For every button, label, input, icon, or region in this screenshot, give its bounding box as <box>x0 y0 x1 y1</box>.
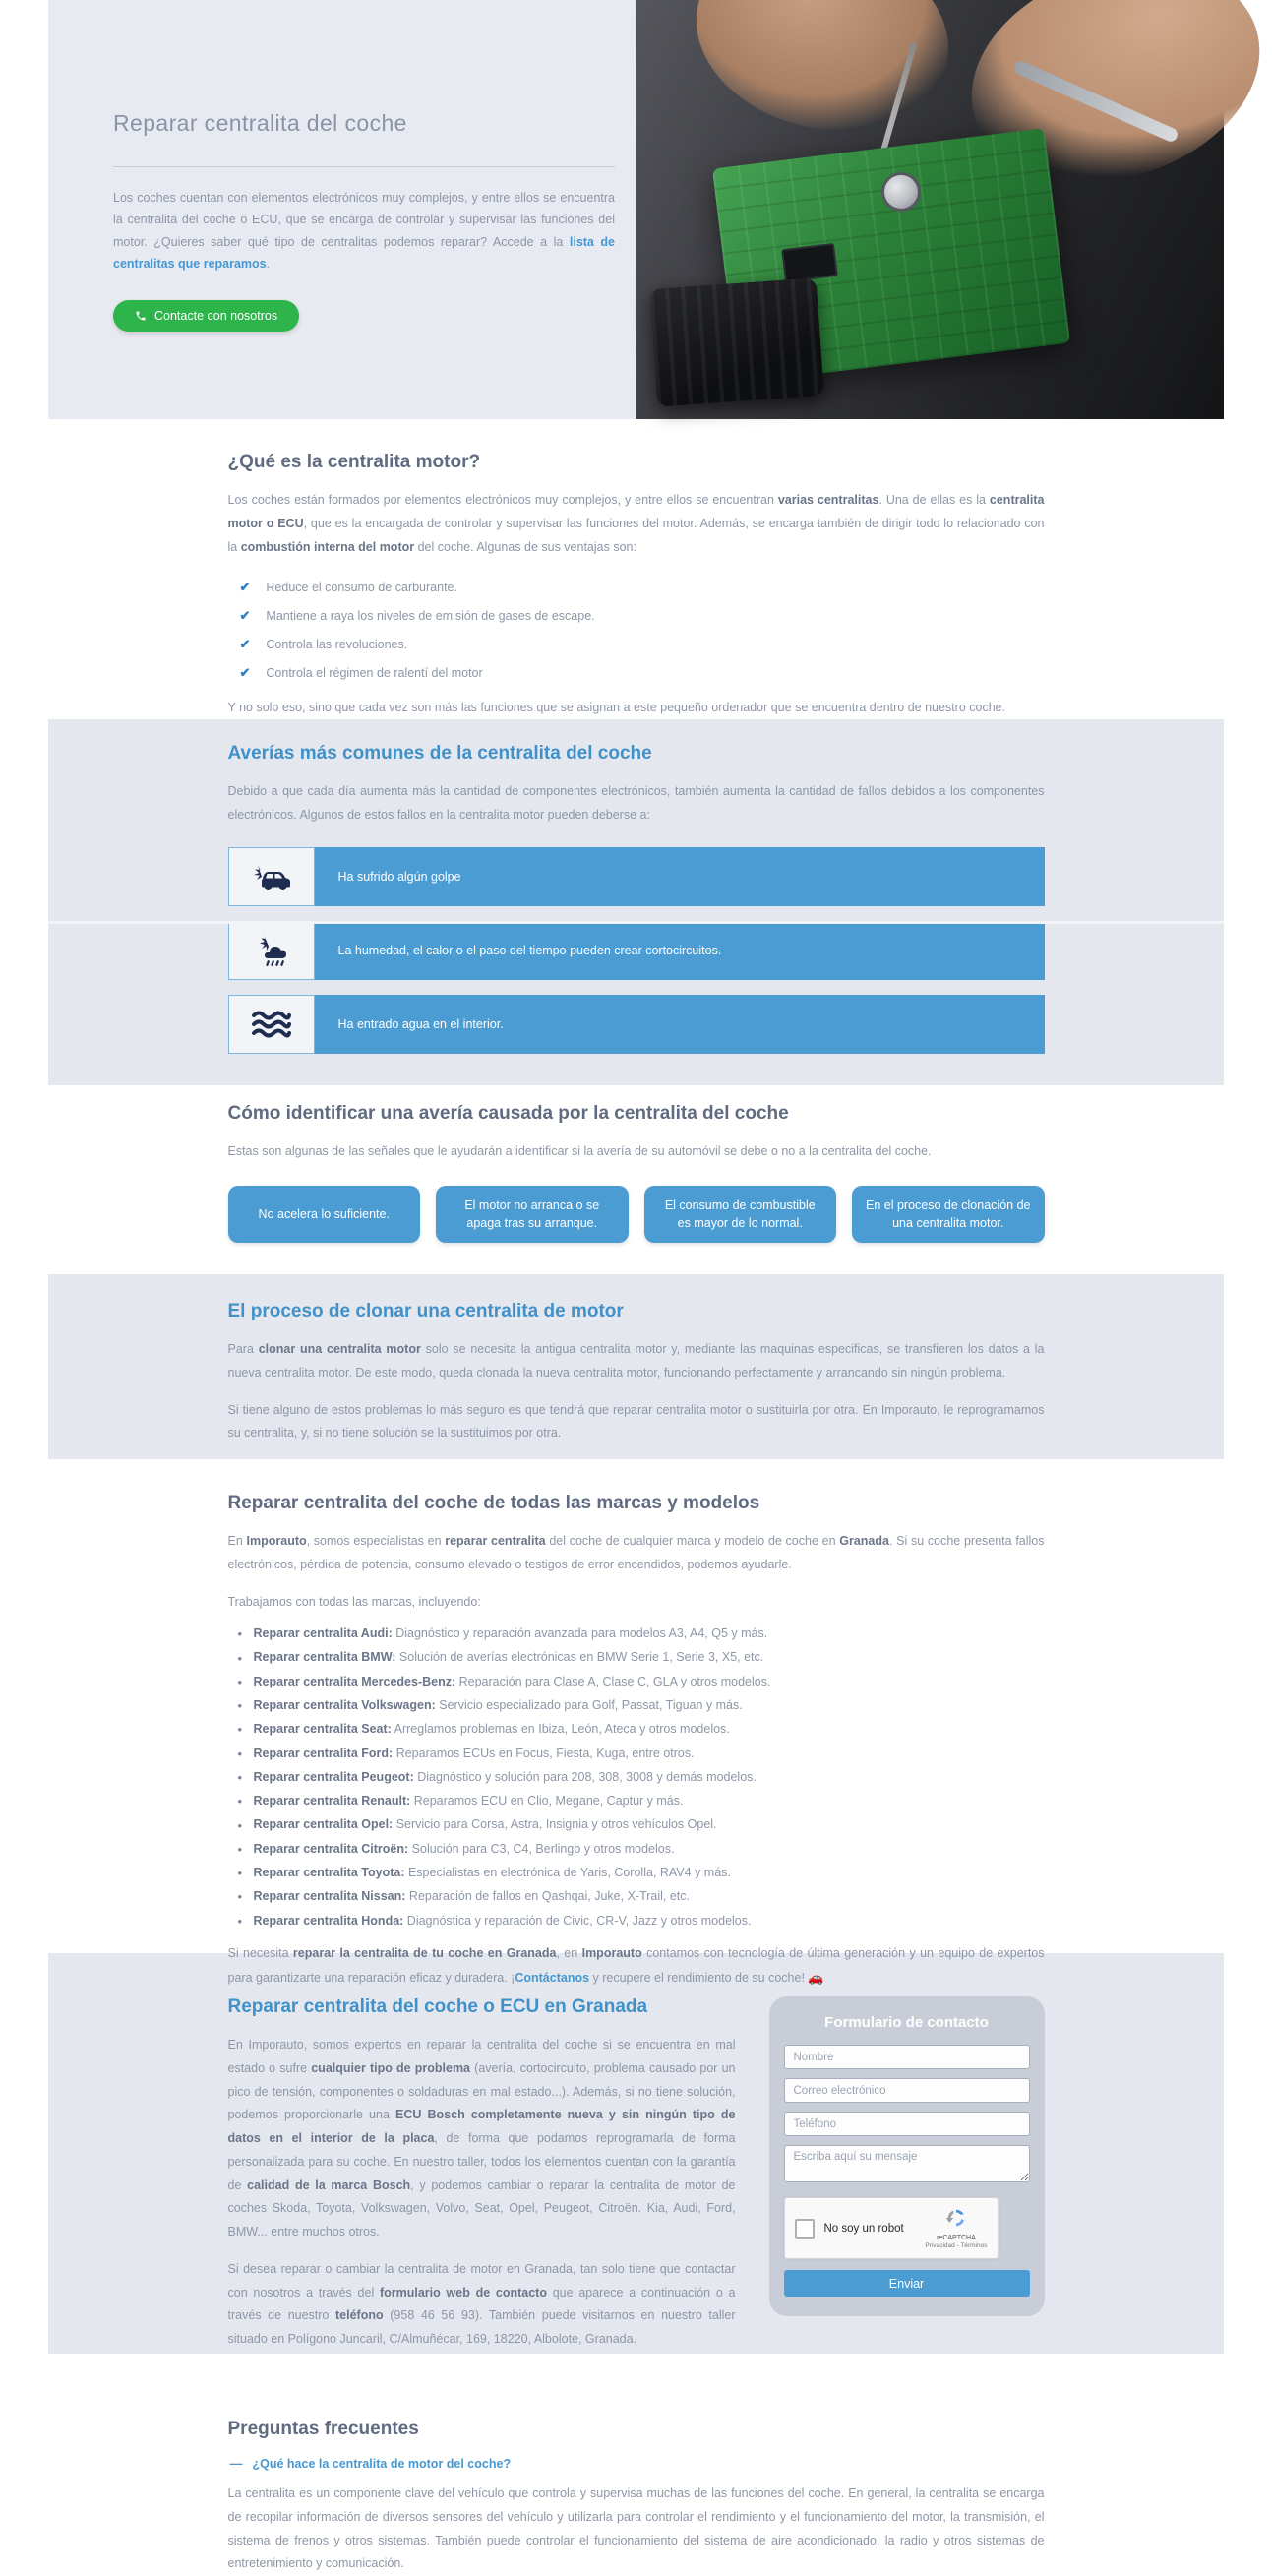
symptom-card: No acelera lo suficiente. <box>228 1186 421 1243</box>
brand-desc: Arreglamos problemas en Ibiza, León, Ateca y otros modelos. <box>391 1722 730 1737</box>
weather-humidity-icon <box>228 921 315 980</box>
brand-name: Reparar centralita Seat: <box>253 1722 392 1737</box>
faq-question-label: ¿Qué hace la centralita de motor del coche? <box>252 2456 512 2471</box>
brand-name: Reparar centralita Opel: <box>253 1817 394 1832</box>
form-title: Formulario de contacto <box>824 2014 989 2031</box>
check-icon: ✔ <box>239 607 251 623</box>
failure-label: La humedad, el calor o el paso del tiempo pueden crear cortocircuitos. <box>337 943 722 957</box>
car-emoji: 🚗 <box>808 1969 824 1985</box>
brand-item <box>238 1884 1045 1908</box>
brand-name: Reparar centralita Honda: <box>253 1913 404 1928</box>
failure-label: Ha entrado agua en el interior. <box>337 1016 504 1031</box>
list-item-label: Mantiene a raya los niveles de emisión de gases de escape. <box>266 608 595 623</box>
list-item-label: Controla las revoluciones. <box>266 637 408 651</box>
hero-photo <box>636 0 1224 419</box>
symptom-card: El motor no arranca o se apaga tras su arranque. <box>436 1186 629 1243</box>
decorative-divider-line <box>48 921 1224 924</box>
brand-item <box>238 1646 1045 1670</box>
faq-answer: La centralita es un componente clave del vehículo que controla y supervisa muchas de las funciones del coche. En general, la centralita se encarga de recopilar información de diversos sensores del vehículo y utilizarla para controlar el rendimiento y el funcionamiento del motor, la transmisión, el sistema de frenos y otros sistemas. También puede controlar el funcionamiento del sistema de aire acondicionado, la radio y otros sistemas de entretenimiento y comunicación. <box>227 2486 1045 2571</box>
list-item-label: Reduce el consumo de carburante. <box>266 580 457 594</box>
brand-desc: Diagnóstico y solución para 208, 308, 3008 y demás modelos. <box>413 1769 757 1784</box>
brands-section <box>48 1459 1224 1985</box>
recaptcha-links[interactable]: Privacidad - Términos <box>925 2242 988 2249</box>
brand-item <box>238 1909 1045 1932</box>
advantages-list <box>228 573 1045 687</box>
failure-bar <box>315 995 1045 1054</box>
cloning-paragraph: Para clonar una centralita motor solo se necesita la antigua centralita motor y, mediante las maquinas especificas, se transfieren los datos a la nueva centralita motor. De este modo, queda clonada la nueva centralita motor, funcionando perfectamente y arrancando sin ningún problema. <box>227 1342 1045 1380</box>
brands-lead: Trabajamos con todas las marcas, incluyendo: <box>227 1594 481 1609</box>
brand-item <box>238 1693 1045 1717</box>
name-field[interactable] <box>784 2045 1030 2069</box>
symptom-cards <box>228 1186 1045 1243</box>
failures-intro: Debido a que cada día aumenta más la cantidad de componentes electrónicos, también aumenta la cantidad de fallos debidos a los componentes electrónicos. Algunos de estos fallos en la centralita motor pueden deberse a: <box>227 784 1045 822</box>
brand-name: Reparar centralita Renault: <box>253 1794 411 1809</box>
brand-desc: Solución de averías electrónicas en BMW Serie 1, Serie 3, X5, etc. <box>395 1650 764 1665</box>
hero-copy <box>113 110 615 332</box>
common-failures-section <box>48 719 1224 1085</box>
brand-item <box>238 1813 1045 1837</box>
brand-name: Reparar centralita Toyota: <box>253 1865 405 1879</box>
check-icon: ✔ <box>239 664 251 680</box>
brand-desc: Solución para C3, C4, Berlingo y otros modelos. <box>408 1841 675 1856</box>
brand-desc: Especialistas en electrónica de Yaris, Corolla, RAV4 y más. <box>404 1865 731 1879</box>
brand-desc: Reparamos ECU en Clio, Megane, Captur y más. <box>410 1794 684 1809</box>
what-is-section <box>48 419 1224 719</box>
section-heading: Averías más comunes de la centralita del coche <box>227 743 652 764</box>
check-icon: ✔ <box>239 579 251 594</box>
recaptcha-name: reCAPTCHA <box>937 2235 976 2241</box>
brand-name: Reparar centralita Volkswagen: <box>253 1697 436 1712</box>
brand-desc: Reparación para Clase A, Clase C, GLA y otros modelos. <box>455 1674 771 1688</box>
brand-item <box>238 1765 1045 1789</box>
ecu-connector-shape <box>649 277 824 407</box>
identify-intro: Estas son algunas de las señales que le ayudarán a identificar si la avería de su automóvil se debe o no a la centralita del coche. <box>227 1144 932 1158</box>
brand-item <box>238 1861 1045 1884</box>
brand-desc: Diagnóstica y reparación de Civic, CR-V, Jazz y otros modelos. <box>403 1913 752 1928</box>
brand-name: Reparar centralita BMW: <box>253 1650 396 1665</box>
list-item <box>228 601 1045 630</box>
recaptcha-widget <box>784 2197 999 2259</box>
failure-label: Ha sufrido algún golpe <box>337 869 461 884</box>
page-title: Reparar centralita del coche <box>113 110 407 136</box>
symptom-card: En el proceso de clonación de una centralita motor. <box>852 1186 1045 1243</box>
recaptcha-checkbox[interactable] <box>795 2219 815 2239</box>
contact-form <box>769 1996 1045 2316</box>
recaptcha-label: No soy un robot <box>823 2222 904 2235</box>
section-heading: Preguntas frecuentes <box>227 2419 419 2439</box>
section-heading: Reparar centralita del coche o ECU en Granada <box>227 1996 648 2017</box>
phone-field[interactable] <box>784 2112 1030 2136</box>
cloning-paragraph-2: Si tiene alguno de estos problemas lo más seguro es que tendrá que reparar centralita motor o sustituirla por otra. En Imporauto, le reprogramamos su centralita, y, si no tiene solución se la sustituimos por otra. <box>227 1402 1045 1441</box>
hero-section <box>48 0 1224 419</box>
list-item <box>228 630 1045 658</box>
failure-row <box>228 847 1045 906</box>
contact-button[interactable] <box>113 300 299 332</box>
list-item <box>228 658 1045 687</box>
car-crash-icon <box>228 847 315 906</box>
granada-paragraph-2: Si desea reparar o cambiar la centralita de motor en Granada, tan solo tiene que contactar con nosotros a través del formulario web de contacto que aparece a continuación o a través de nuestro teléfono (958 46 56 93). También puede visitarnos en nuestro taller situado en Polígono Juncaril, C/Almuñécar, 169, 18220, Albolote, Granada. <box>227 2261 736 2346</box>
granada-paragraph-1: En Imporauto, somos expertos en reparar la centralita del coche si se encuentra en mal estado o sufre cualquier tipo de problema (avería, cortocircuito, problema causado por un pico de tensión, componentes o soldaduras en mal estado...). Además, si no tiene solución, podemos proporcionarle una ECU Bosch completamente nueva y sin ningún tipo de datos en el interior de la placa, de forma que podamos reprogramarla de forma personalizada para su coche. En nuestro taller, todos los elementos cuentan con la garantía de calidad de la marca Bosch, y podemos cambiar o reparar la centralita de motor de coches Skoda, Toyota, Volkswagen, Volvo, Seat, Opel, Peugeot, Citroën. Kia, Audi, Ford, BMW... entre muchos otros. <box>227 2038 736 2239</box>
brand-name: Reparar centralita Mercedes-Benz: <box>253 1674 456 1688</box>
phone-icon <box>135 310 147 322</box>
brand-item <box>238 1789 1045 1812</box>
send-button[interactable]: Enviar <box>784 2270 1030 2297</box>
page <box>48 0 1224 2571</box>
failure-bar <box>315 921 1045 980</box>
list-item <box>228 573 1045 601</box>
section-heading: Cómo identificar una avería causada por la centralita del coche <box>227 1103 789 1124</box>
recaptcha-icon <box>945 2207 967 2234</box>
brands-closing-text[interactable]: Si necesita reparar la centralita de tu coche en Granada, en Imporauto contamos con tecnología de última generación y un equipo de expertos para garantizarte una reparación eficaz y duradera. ¡Contáctanos y recupere el rendimiento de su coche! <box>227 1945 1045 1985</box>
brand-item <box>238 1717 1045 1741</box>
identify-section <box>48 1085 1224 1274</box>
brand-name: Reparar centralita Ford: <box>253 1746 394 1760</box>
failure-bar <box>315 847 1045 906</box>
faq-section <box>48 2354 1224 2571</box>
check-icon: ✔ <box>239 636 251 651</box>
brand-desc: Servicio especializado para Golf, Passat, Tiguan y más. <box>435 1697 743 1712</box>
brands-intro: En Imporauto, somos especialistas en reparar centralita del coche de cualquier marca y modelo de coche en Granada. Si su coche presenta fallos electrónicos, pérdida de potencia, consumo elevado o testigos de error encendidos, podemos ayudarle. <box>227 1534 1045 1571</box>
failure-row <box>228 995 1045 1054</box>
water-waves-icon <box>228 995 315 1054</box>
brand-name: Reparar centralita Citroën: <box>253 1841 409 1856</box>
brand-name: Reparar centralita Audi: <box>253 1626 393 1641</box>
email-field[interactable] <box>784 2078 1030 2103</box>
what-is-paragraph: Los coches están formados por elementos electrónicos muy complejos, y entre ellos se encuentran varias centralitas. Una de ellas es la centralita motor o ECU, que es la encargada de controlar y supervisar las funciones del motor. Además, se encarga también de dirigir todo lo relacionado con la combustión interna del motor del coche. Algunas de sus ventajas son: <box>227 493 1045 554</box>
granada-text-column <box>228 1996 736 2365</box>
brand-desc: Servicio para Corsa, Astra, Insignia y otros vehículos Opel. <box>393 1817 717 1832</box>
capacitor-shape <box>881 172 921 212</box>
what-is-closing: Y no solo eso, sino que cada vez son más las funciones que se asignan a este pequeño ordenador que se encuentra dentro de nuestro coche. <box>227 701 1006 715</box>
collapse-icon: — <box>229 2456 243 2471</box>
faq-question[interactable] <box>230 2456 1045 2471</box>
granada-section <box>48 1953 1224 2354</box>
section-heading: ¿Qué es la centralita motor? <box>227 452 481 472</box>
brand-item <box>238 1670 1045 1693</box>
list-item-label: Controla el régimen de ralentí del motor <box>266 665 483 680</box>
message-field[interactable] <box>784 2145 1030 2182</box>
brand-name: Reparar centralita Peugeot: <box>253 1769 414 1784</box>
brand-name: Reparar centralita Nissan: <box>253 1889 406 1904</box>
section-heading: Reparar centralita del coche de todas las marcas y modelos <box>227 1493 760 1513</box>
hand-left-shape <box>676 0 969 156</box>
brand-desc: Reparación de fallos en Qashqai, Juke, X-Trail, etc. <box>405 1889 691 1904</box>
brand-item <box>238 1622 1045 1645</box>
brand-item <box>238 1837 1045 1861</box>
contact-button-label: Contacte con nosotros <box>154 309 278 323</box>
hero-divider <box>113 166 615 167</box>
brand-desc: Diagnóstico y reparación avanzada para modelos A3, A4, Q5 y más. <box>392 1626 768 1641</box>
brand-desc: Reparamos ECUs en Focus, Fiesta, Kuga, entre otros. <box>393 1746 695 1760</box>
hero-paragraph[interactable]: Los coches cuentan con elementos electrónicos muy complejos, y entre ellos se encuentra la centralita del coche o ECU, que se encarga de controlar y supervisar las funciones del motor. ¿Quieres saber qué tipo de centralitas podemos reparar? Accede a la lista de centralitas que reparamos. <box>113 191 615 271</box>
chip-shape <box>781 243 838 282</box>
cloning-section <box>48 1274 1224 1459</box>
brands-list <box>228 1622 1045 1932</box>
section-heading: El proceso de clonar una centralita de motor <box>227 1301 624 1321</box>
brand-item <box>238 1742 1045 1765</box>
failure-row <box>228 921 1045 980</box>
symptom-card: El consumo de combustible es mayor de lo normal. <box>644 1186 837 1243</box>
recaptcha-brand <box>925 2207 987 2249</box>
